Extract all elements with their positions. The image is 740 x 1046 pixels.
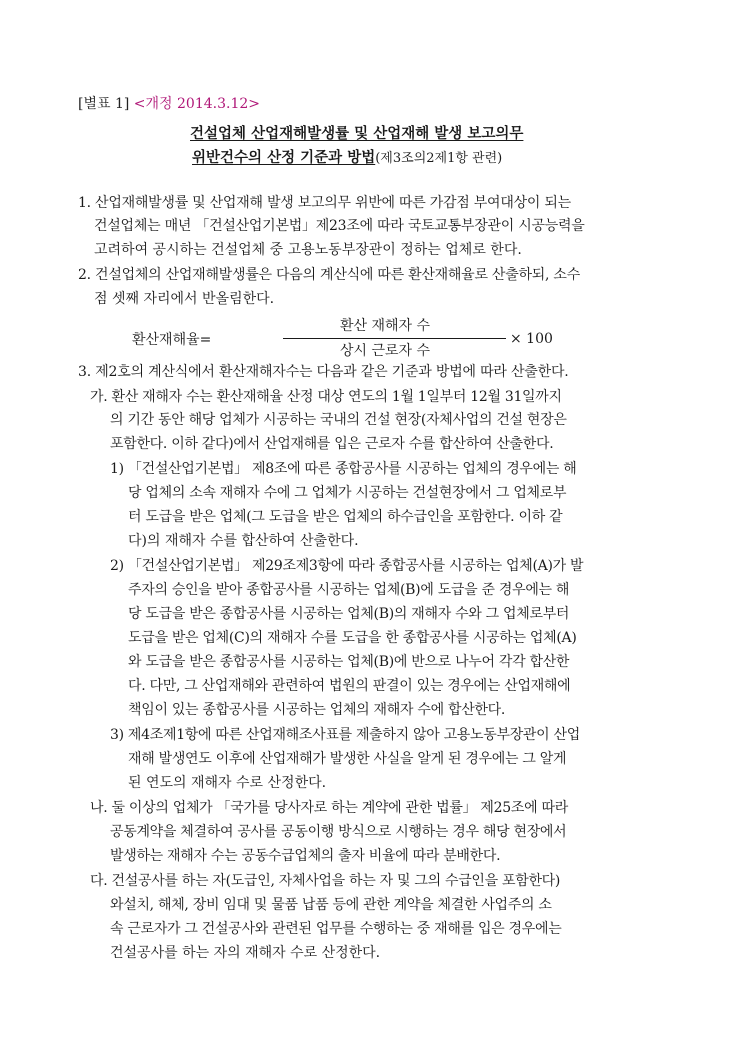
table-label: [별표 1] — [78, 96, 130, 112]
formula-lhs: 환산재해율= — [132, 332, 212, 348]
formula-numerator: 환산 재해자 수 — [340, 318, 431, 334]
revision-date: <개정 2014.3.12> — [133, 96, 261, 112]
body-line: 당 도급을 받은 종합공사를 시공하는 업체(B)의 재해자 수와 그 업체로부터 — [128, 606, 570, 622]
body-line: 주자의 승인을 받아 종합공사를 시공하는 업체(B)에 도급을 준 경우에는 해 — [128, 582, 570, 598]
body-line: 2. 건설업체의 산업재해발생률은 다음의 계산식에 따른 환산재해율로 산출하되, 소수 — [78, 267, 580, 283]
body-line: 속 근로자가 그 건설공사와 관련된 업무를 수행하는 중 재해를 입은 경우에는 — [110, 921, 562, 937]
body-line: 포함한다. 이하 같다)에서 산업재해를 입은 근로자 수를 합산하여 산출한다. — [110, 436, 554, 452]
document-header — [78, 94, 260, 114]
body-line: 재해 발생연도 이후에 산업재해가 발생한 사실을 알게 된 경우에는 그 알게 — [128, 751, 567, 767]
body-line: 도급을 받은 업체(C)의 재해자 수를 도급을 한 종합공사를 시공하는 업체(A) — [128, 630, 577, 646]
body-line: 와 도급을 받은 종합공사를 시공하는 업체(B)에 반으로 나누어 각각 합산한 — [128, 654, 570, 670]
body-line: 1. 산업재해발생률 및 산업재해 발생 보고의무 위반에 따른 가감점 부여대상이 되는 — [78, 195, 571, 211]
body-line: 나. 둘 이상의 업체가 「국가를 당사자로 하는 계약에 관한 법률」 제25조에 따라 — [90, 800, 568, 816]
formula-denominator: 상시 근로자 수 — [340, 343, 431, 359]
formula-multiplier: × 100 — [510, 331, 553, 347]
body-line: 와설치, 해체, 장비 임대 및 물품 납품 등에 관한 계약을 체결한 사업주의 소 — [110, 897, 552, 913]
document-title-line2 — [192, 148, 502, 169]
body-line: 발생하는 재해자 수는 공동수급업체의 출자 비율에 따라 분배한다. — [110, 848, 501, 864]
body-line: 1) 「건설산업기본법」 제8조에 따른 종합공사를 시공하는 업체의 경우에는 해 — [110, 461, 577, 477]
body-line: 건설공사를 하는 자의 재해자 수로 산정한다. — [110, 945, 381, 961]
body-line: 된 연도의 재해자 수로 산정한다. — [128, 775, 327, 791]
body-line: 터 도급을 받은 업체(그 도급을 받은 업체의 하수급인을 포함한다. 이하 같 — [128, 509, 563, 525]
body-line: 당 업체의 소속 재해자 수에 그 업체가 시공하는 건설현장에서 그 업체로부 — [128, 485, 567, 501]
fraction-bar — [283, 338, 506, 339]
body-line: 건설업체는 매년 「건설산업기본법」제23조에 따라 국토교통부장관이 시공능력을 — [94, 218, 585, 234]
body-line: 2) 「건설산업기본법」 제29조제3항에 따라 종합공사를 시공하는 업체(A)가 발 — [110, 558, 584, 574]
body-line: 점 셋째 자리에서 반올림한다. — [94, 291, 275, 307]
body-line: 공동계약을 체결하여 공사를 공동이행 방식으로 시행하는 경우 해당 현장에서 — [110, 824, 567, 840]
body-line: 가. 환산 재해자 수는 환산재해율 산정 대상 연도의 1월 1일부터 12월 31일까지 — [90, 389, 562, 405]
body-line: 다. 다만, 그 산업재해와 관련하여 법원의 판결이 있는 경우에는 산업재해에 — [128, 678, 571, 694]
body-line: 책임이 있는 종합공사를 시공하는 업체의 재해자 수에 합산한다. — [128, 702, 506, 718]
body-line: 다. 건설공사를 하는 자(도급인, 자체사업을 하는 자 및 그의 수급인을 포함한다) — [90, 873, 561, 889]
body-line: 3) 제4조제1항에 따른 산업재해조사표를 제출하지 않아 고용노동부장관이 산업 — [110, 727, 580, 743]
body-line: 3. 제2호의 계산식에서 환산재해자수는 다음과 같은 기준과 방법에 따라 산출한다. — [78, 364, 569, 380]
title-main: 위반건수의 산정 기준과 방법 — [192, 150, 376, 166]
document-title-line1: 건설업체 산업재해발생률 및 산업재해 발생 보고의무 — [190, 126, 524, 142]
body-line: 고려하여 공시하는 건설업체 중 고용노동부장관이 정하는 업체로 한다. — [94, 242, 522, 258]
body-line: 다)의 재해자 수를 합산하여 산출한다. — [128, 533, 359, 549]
title-reference: (제3조의2제1항 관련) — [375, 151, 503, 166]
body-line: 의 기간 동안 해당 업체가 시공하는 국내의 건설 현장(자체사업의 건설 현장은 — [110, 412, 567, 428]
